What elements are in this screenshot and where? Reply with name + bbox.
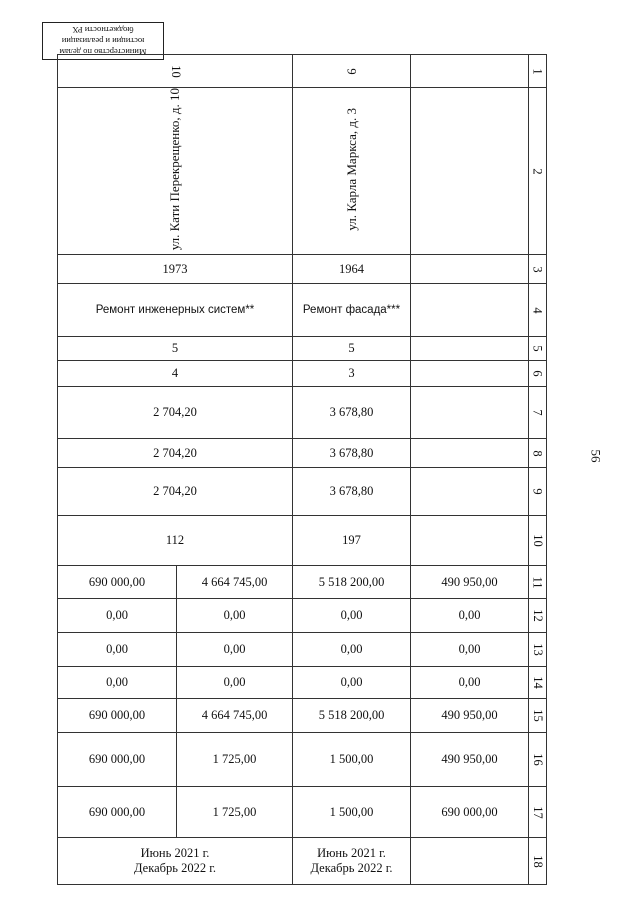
empty-cell bbox=[411, 284, 529, 337]
cell: 2 704,20 bbox=[58, 439, 293, 468]
repair-type-b: Ремонт фасада*** bbox=[293, 284, 411, 337]
row-number: 5 bbox=[529, 337, 547, 361]
page-number: 56 bbox=[588, 449, 604, 463]
empty-cell bbox=[411, 55, 529, 88]
empty-cell bbox=[411, 337, 529, 361]
table-row bbox=[58, 699, 547, 733]
cell: 3 678,80 bbox=[293, 439, 411, 468]
cell: 0,00 bbox=[293, 633, 411, 667]
cell: 0,00 bbox=[177, 599, 293, 633]
table-row bbox=[58, 838, 547, 885]
period-end: Декабрь 2022 г. bbox=[133, 861, 217, 876]
year-built-b: 1964 bbox=[293, 255, 411, 284]
empty-cell bbox=[411, 255, 529, 284]
cell: 4 664 745,00 bbox=[177, 699, 293, 733]
cell: 197 bbox=[293, 516, 411, 566]
row-number: 7 bbox=[529, 387, 547, 439]
empty-cell bbox=[411, 387, 529, 439]
empty-cell bbox=[411, 838, 529, 885]
repair-type-a: Ремонт инженерных систем** bbox=[58, 284, 293, 337]
housing-repair-table bbox=[57, 54, 547, 885]
cell: 2 704,20 bbox=[58, 468, 293, 516]
table-row bbox=[58, 516, 547, 566]
house-number-a: 10 bbox=[58, 55, 293, 88]
cell: 0,00 bbox=[177, 667, 293, 699]
table-row bbox=[58, 387, 547, 439]
row-number: 2 bbox=[529, 88, 547, 255]
cell: 0,00 bbox=[293, 667, 411, 699]
cell: 490 950,00 bbox=[411, 566, 529, 599]
cell: 690 000,00 bbox=[58, 787, 177, 838]
cell: 690 000,00 bbox=[58, 699, 177, 733]
table-row bbox=[58, 566, 547, 599]
row-number: 6 bbox=[529, 361, 547, 387]
cell: 2 704,20 bbox=[58, 387, 293, 439]
table-row bbox=[58, 733, 547, 787]
cell: 0,00 bbox=[58, 599, 177, 633]
cell: 0,00 bbox=[411, 667, 529, 699]
period-end: Декабрь 2022 г. bbox=[310, 861, 393, 876]
table-row bbox=[58, 88, 547, 255]
table-row bbox=[58, 361, 547, 387]
cell: 690 000,00 bbox=[58, 733, 177, 787]
cell: 3 678,80 bbox=[293, 387, 411, 439]
empty-cell bbox=[411, 88, 529, 255]
cell: 0,00 bbox=[411, 599, 529, 633]
cell: 0,00 bbox=[293, 599, 411, 633]
empty-cell bbox=[411, 361, 529, 387]
row-number: 18 bbox=[529, 838, 547, 885]
row-number: 15 bbox=[529, 699, 547, 733]
cell: 690 000,00 bbox=[58, 566, 177, 599]
cell: 690 000,00 bbox=[411, 787, 529, 838]
table-row bbox=[58, 667, 547, 699]
cell: 490 950,00 bbox=[411, 733, 529, 787]
cell: 112 bbox=[58, 516, 293, 566]
cell: 3 bbox=[293, 361, 411, 387]
cell: 4 bbox=[58, 361, 293, 387]
table-row bbox=[58, 284, 547, 337]
table-row bbox=[58, 255, 547, 284]
row-number: 4 bbox=[529, 284, 547, 337]
address-b: ул. Карла Маркса, д. 3 bbox=[293, 88, 411, 255]
row-number: 9 bbox=[529, 468, 547, 516]
row-number: 12 bbox=[529, 599, 547, 633]
table-row bbox=[58, 633, 547, 667]
row-number: 16 bbox=[529, 733, 547, 787]
cell: 5 bbox=[58, 337, 293, 361]
cell: 0,00 bbox=[411, 633, 529, 667]
row-number: 11 bbox=[529, 566, 547, 599]
cell: 1 725,00 bbox=[177, 787, 293, 838]
table-row bbox=[58, 599, 547, 633]
period-start: Июнь 2021 г. bbox=[317, 846, 386, 861]
address-a: ул. Кати Перекрещенко, д. 10 bbox=[58, 88, 293, 255]
row-number: 10 bbox=[529, 516, 547, 566]
empty-cell bbox=[411, 468, 529, 516]
empty-cell bbox=[411, 516, 529, 566]
row-number: 17 bbox=[529, 787, 547, 838]
table-row bbox=[58, 468, 547, 516]
table-row bbox=[58, 55, 547, 88]
cell: 1 500,00 bbox=[293, 733, 411, 787]
cell: 1 500,00 bbox=[293, 787, 411, 838]
row-number: 14 bbox=[529, 667, 547, 699]
cell: 0,00 bbox=[58, 667, 177, 699]
table-row bbox=[58, 787, 547, 838]
row-number: 8 bbox=[529, 439, 547, 468]
cell: 5 bbox=[293, 337, 411, 361]
stamp-line-3: бюджетности РХ bbox=[72, 25, 134, 35]
cell: 4 664 745,00 bbox=[177, 566, 293, 599]
cell: 1 725,00 bbox=[177, 733, 293, 787]
work-period-a bbox=[58, 838, 293, 885]
table-row bbox=[58, 337, 547, 361]
stamp-line-2: юстиции и реализации bbox=[61, 36, 145, 46]
period-start: Июнь 2021 г. bbox=[140, 846, 210, 861]
work-period-b bbox=[293, 838, 411, 885]
stamp-line-1: Министерство по делам bbox=[59, 47, 147, 57]
row-number: 3 bbox=[529, 255, 547, 284]
year-built-a: 1973 bbox=[58, 255, 293, 284]
cell: 0,00 bbox=[177, 633, 293, 667]
row-number: 13 bbox=[529, 633, 547, 667]
cell: 3 678,80 bbox=[293, 468, 411, 516]
table-row bbox=[58, 439, 547, 468]
row-number: 1 bbox=[529, 55, 547, 88]
house-number-b: 9 bbox=[293, 55, 411, 88]
cell: 5 518 200,00 bbox=[293, 566, 411, 599]
cell: 0,00 bbox=[58, 633, 177, 667]
cell: 5 518 200,00 bbox=[293, 699, 411, 733]
empty-cell bbox=[411, 439, 529, 468]
cell: 490 950,00 bbox=[411, 699, 529, 733]
